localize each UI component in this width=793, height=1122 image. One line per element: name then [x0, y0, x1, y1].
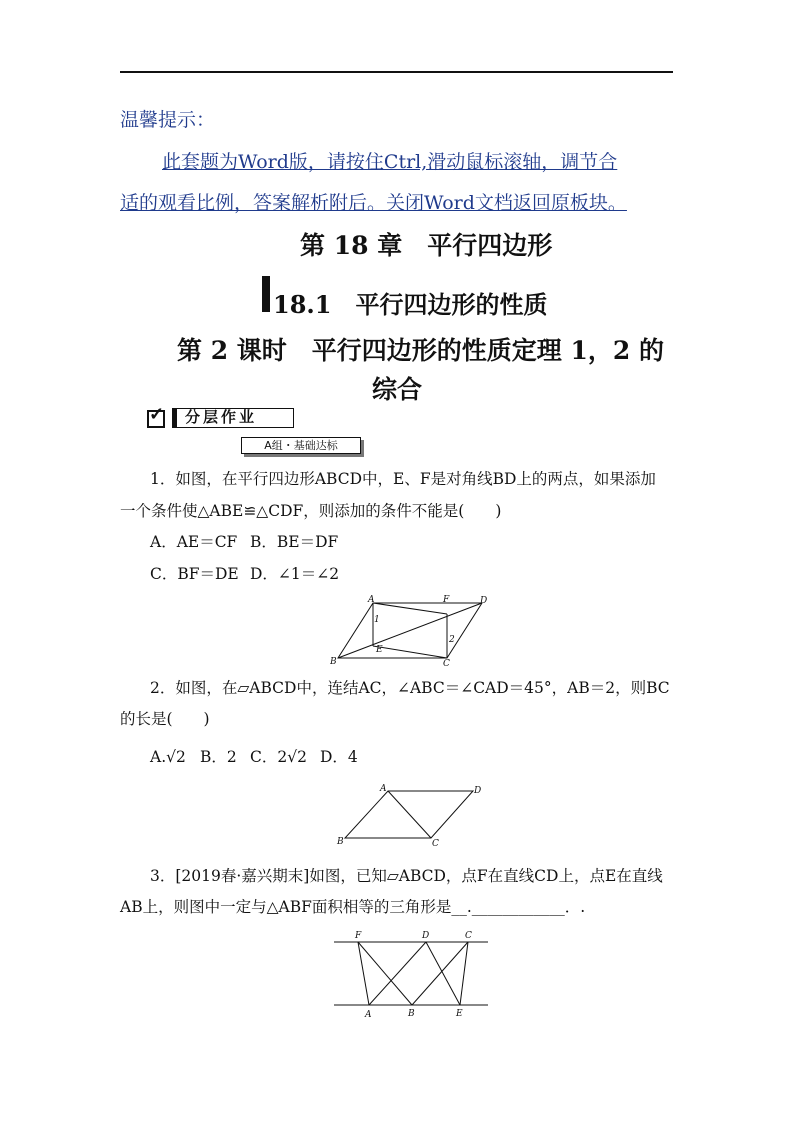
q1-label-d: D: [480, 596, 488, 606]
q1-option-c: C．BF＝DE: [150, 565, 239, 583]
q1-option-d: D．∠1＝∠2: [250, 565, 340, 583]
section-bar: [262, 276, 270, 312]
q2-option-c: C．2√2: [250, 748, 307, 766]
q1-label-1: 1: [374, 615, 380, 625]
q3-label-b: B: [408, 1009, 415, 1019]
q1-figure: [330, 592, 490, 667]
q2-label-a: A: [380, 784, 387, 794]
tip-title: 温馨提示：: [120, 109, 216, 131]
q1-option-a: A．AE＝CF: [150, 533, 238, 551]
q2-option-d: D．4: [320, 748, 358, 766]
section-title: 18.1 平行四边形的性质: [273, 290, 548, 319]
header-rule: [120, 71, 673, 73]
q1-option-b: B．BE＝DF: [250, 533, 339, 551]
q3-label-c: C: [465, 931, 472, 941]
q3-label-d: D: [422, 931, 430, 941]
q2-label-d: D: [474, 786, 482, 796]
q1-label-c: C: [443, 659, 450, 667]
q1-label-e: E: [376, 645, 383, 655]
q3-label-a: A: [365, 1010, 372, 1020]
q2-label-c: C: [432, 839, 439, 849]
chapter-title: 第 18 章 平行四边形: [300, 231, 553, 260]
q1-label-b: B: [330, 657, 337, 667]
q1-label-a: A: [368, 595, 375, 605]
group-a-tag: A组・基础达标: [241, 437, 361, 454]
q2-line-1: 2．如图，在▱ABCD中，连结AC，∠ABC＝∠CAD＝45°，AB＝2，则BC: [150, 679, 670, 697]
q3-line-1: 3．[2019春·嘉兴期末]如图，已知▱ABCD，点F在直线CD上，点E在直线: [150, 867, 663, 885]
q2-label-b: B: [337, 837, 344, 847]
tip-line-2[interactable]: 适的观看比例，答案解析附后。关闭Word文档返回原板块。: [120, 192, 627, 214]
checkbox-icon: ✓: [147, 410, 165, 428]
layer-homework-tag: 分层作业: [172, 408, 294, 428]
q3-label-f: F: [355, 931, 362, 941]
tip-line-1[interactable]: 此套题为Word版，请按住Ctrl,滑动鼠标滚轴，调节合: [162, 151, 618, 173]
q1-label-2: 2: [449, 635, 455, 645]
q1-line-1: 1．如图，在平行四边形ABCD中，E、F是对角线BD上的两点，如果添加: [150, 470, 656, 488]
q3-line-2: AB上，则图中一定与△ABF面积相等的三角形是__.____________．.: [120, 898, 586, 916]
lesson-title-line-1: 第 2 课时 平行四边形的性质定理 1，2 的: [177, 336, 665, 365]
lesson-title-line-2: 综合: [372, 375, 423, 404]
q1-line-2: 一个条件使△ABE≌△CDF，则添加的条件不能是( ): [120, 502, 502, 520]
q2-option-a: A.√2: [150, 748, 186, 766]
q1-label-f: F: [443, 595, 450, 605]
q2-line-2: 的长是( ): [120, 710, 210, 728]
q2-option-b: B．2: [200, 748, 237, 766]
q3-label-e: E: [456, 1009, 463, 1019]
q3-figure: [330, 928, 495, 1020]
q2-figure: [332, 780, 492, 852]
